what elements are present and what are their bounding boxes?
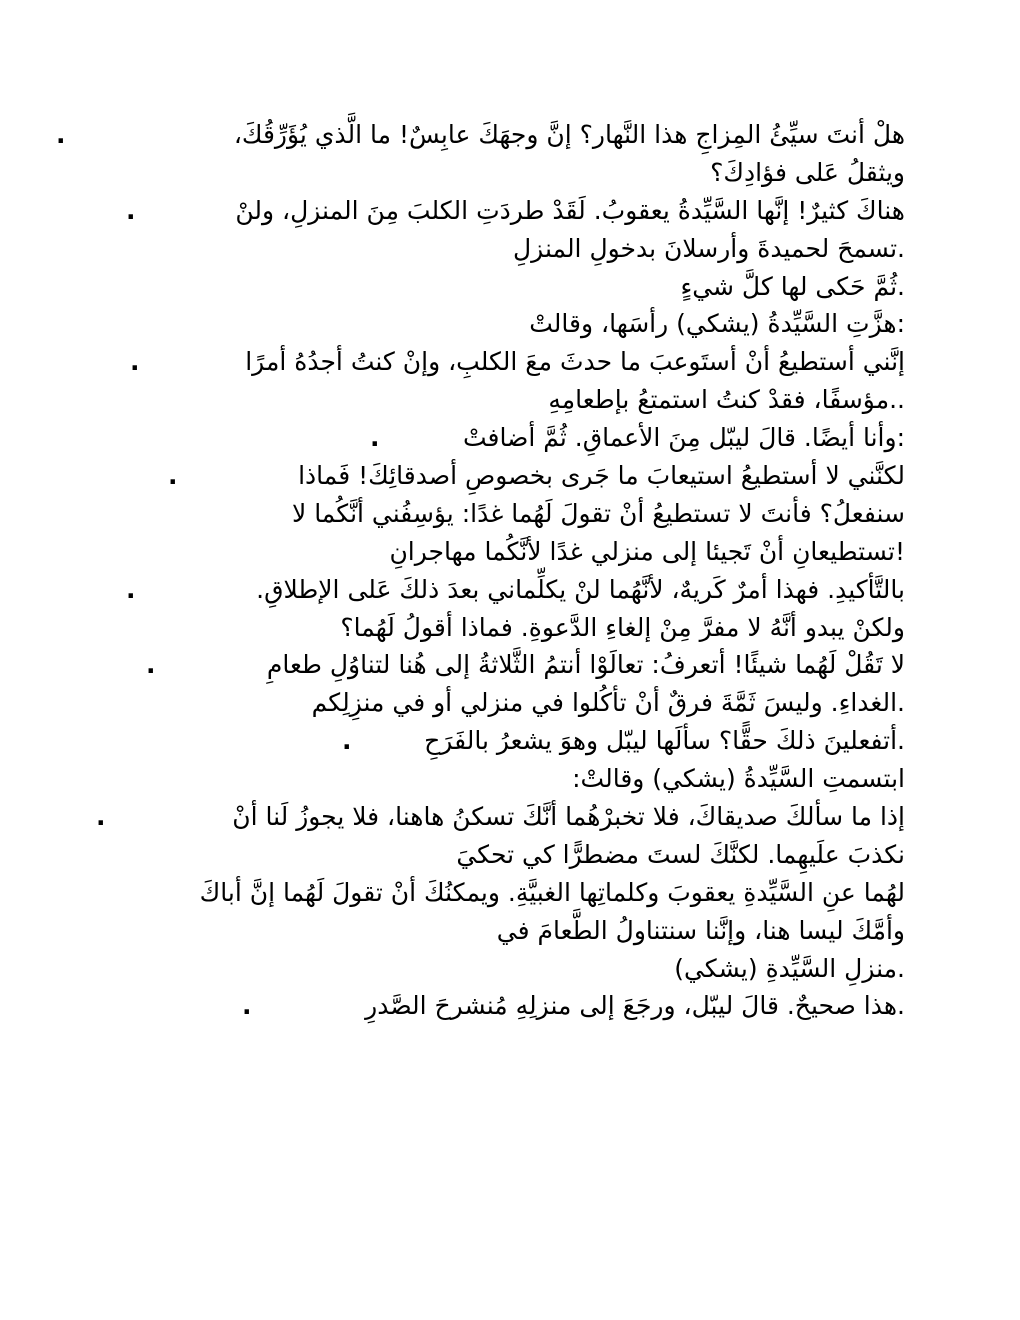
bullet: .: [168, 461, 178, 491]
text-line: إذا ما سألكَ صديقاكَ، فلا تخبرْهُما أنَّكَ تسكنُ هاهنا، فلا يجوزُ لَنا أنْ .: [60, 798, 905, 836]
text-line: نكذبَ علَيهِما. لكنَّكَ لستَ مضطرًّا كي تحكيَ: [456, 839, 905, 869]
text-line: هناكَ كثيرٌ! إنَّها السَّيِّدةُ يعقوبُ. لَقَدْ طردَتِ الكلبَ مِنَ المنزلِ، ولنْ .: [60, 192, 905, 230]
text-line: ..مؤسفًا، فقدْ كنتُ استمتعُ بإطعامِهِ: [548, 385, 905, 415]
bullet: .: [130, 347, 140, 377]
text-line: .الغداءِ. وليسَ ثَمَّةَ فرقٌ أنْ تأكُلوا في منزلي أو في منزِلِكم: [311, 688, 905, 718]
text-line: لا تَقُلْ لَهُما شيئًا! أتعرفُ: تعالَوْا أنتمُ الثَّلاثةُ إلى هُنا لتناوُلِ طعامِ .: [60, 646, 905, 684]
text-line: :هزَّتِ السَّيِّدةُ (يشكي) رأسَها، وقالتْ: [529, 309, 905, 339]
text-line: إنَّني أستطيعُ أنْ أستَوعبَ ما حدثَ معَ الكلبِ، وإنْ كنتُ أجدُهُ أمرًا .: [60, 343, 905, 381]
text-line: سنفعلُ؟ فأنتَ لا تستطيعُ أنْ تقولَ لَهُما غدًا: يؤسِفُني أنَّكُما لا: [291, 498, 905, 528]
bullet: .: [126, 574, 136, 604]
text-line: !تستطيعانِ أنْ تَجيئا إلى منزلي غدًا لأنَّكُما مهاجرانِ: [389, 536, 905, 566]
text-line: وأمَّكَ ليسا هنا، وإنَّنا سنتناولُ الطَّعامَ في: [496, 915, 905, 945]
text-line: :وأنا أيضًا. قالَ ليبّل مِنَ الأعماقِ. ثُمَّ أضافتْ .: [60, 419, 905, 457]
text-line: بالتَّأكيدِ. فهذا أمرٌ كَريهٌ، لأنَّهُما لنْ يكلِّماني بعدَ ذلكَ عَلى الإطلاقِ. .: [60, 571, 905, 609]
text-line: ابتسمتِ السَّيِّدةُ (يشكي) وقالتْ:: [572, 764, 905, 794]
text-line: .هذا صحيحٌ. قالَ ليبّل، ورجَعَ إلى منزلِهِ مُنشرحَ الصَّدرِ .: [60, 987, 905, 1025]
bullet: .: [370, 423, 380, 453]
bullet: .: [96, 802, 106, 832]
text-line: ولكنْ يبدو أنَّهُ لا مفرَّ مِنْ إلغاءِ الدَّعوةِ. فماذا أقولُ لَهُما؟: [340, 612, 905, 642]
text-line: .تسمحَ لحميدةَ وأرسلانَ بدخولِ المنزلِ: [512, 233, 905, 263]
text-line: هلْ أنتَ سيِّئُ المِزاجِ هذا النَّهار؟ إنَّ وجهَكَ عابِسٌ! ما الَّذي يُؤَرِّقُكَ، .: [60, 116, 905, 154]
bullet: .: [342, 726, 352, 756]
text-line: ويثقلُ عَلى فؤادِكَ؟: [710, 157, 905, 187]
text-line: لكنَّني لا أستطيعُ استيعابَ ما جَرى بخصوصِ أصدقائِكَ! فَماذا .: [60, 457, 905, 495]
bullet: .: [242, 991, 252, 1021]
text-line: .منزلِ السَّيِّدةِ (يشكي): [674, 953, 905, 983]
text-line: لهُما عنِ السَّيِّدةِ يعقوبَ وكلماتِها الغبيَّةِ. ويمكنُكَ أنْ تقولَ لَهُما إنَّ أباكَ: [199, 877, 905, 907]
story-text: [56, 116, 905, 1025]
text-line: .ثُمَّ حَكى لها كلَّ شيءٍ: [680, 271, 905, 301]
bullet: .: [146, 650, 156, 680]
bullet: .: [56, 120, 66, 149]
text-line: .أتفعلينَ ذلكَ حقًّا؟ سألَها ليبّل وهوَ يشعرُ بالفَرَحِ .: [60, 722, 905, 760]
bullet: .: [126, 195, 136, 225]
